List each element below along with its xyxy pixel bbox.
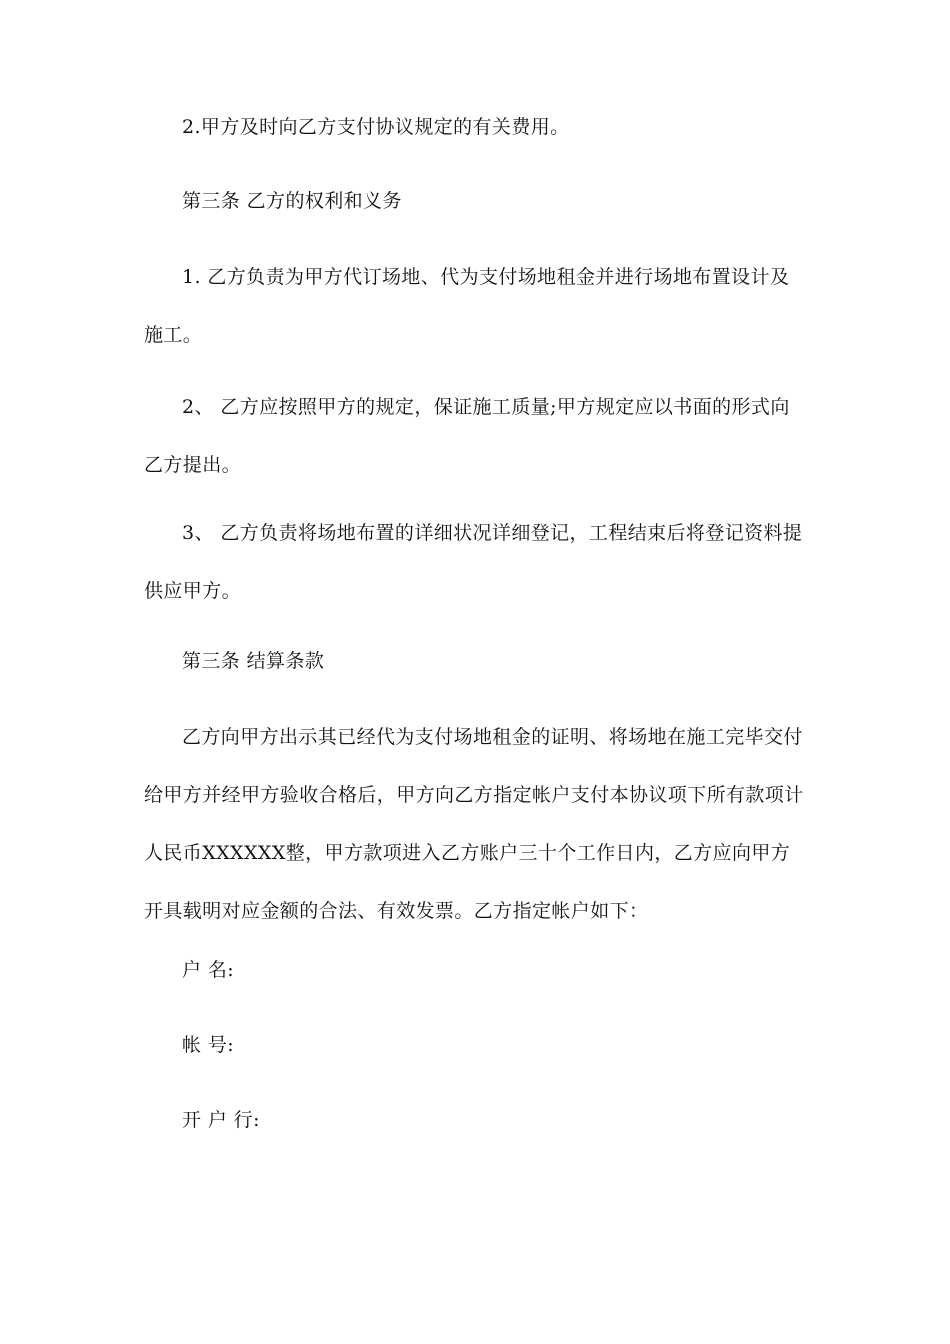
section-heading-party-b-rights: 第三条 乙方的权利和义务 (182, 190, 402, 212)
account-number-field-label: 帐 号: (182, 1034, 235, 1056)
clause-2-quality-paragraph: 2、 乙方应按照甲方的规定，保证施工质量;甲方规定应以书面的形式向乙方提出。 (144, 396, 790, 476)
account-name-field-label: 户 名: (182, 959, 235, 981)
section-heading-settlement: 第三条 结算条款 (182, 650, 325, 672)
bank-field-label: 开 户 行: (182, 1109, 260, 1131)
clause-1-venue-paragraph: 1. 乙方负责为甲方代订场地、代为支付场地租金并进行场地布置设计及施工。 (144, 266, 790, 346)
clause-3-records-paragraph: 3、 乙方负责将场地布置的详细状况详细登记，工程结束后将登记资料提供应甲方。 (144, 522, 803, 602)
settlement-terms-paragraph: 乙方向甲方出示其已经代为支付场地租金的证明、将场地在施工完毕交付给甲方并经甲方验收合格后，甲方向乙方指定帐户支付本协议项下所有款项计人民币XXXXXX整，甲方款项进入乙方账户三十个工作日内，乙方应向甲方开具载明对应金额的合法、有效发票。乙方指定帐户如下： (144, 726, 804, 922)
clause-2-payment-paragraph: 2.甲方及时向乙方支付协议规定的有关费用。 (182, 116, 570, 138)
